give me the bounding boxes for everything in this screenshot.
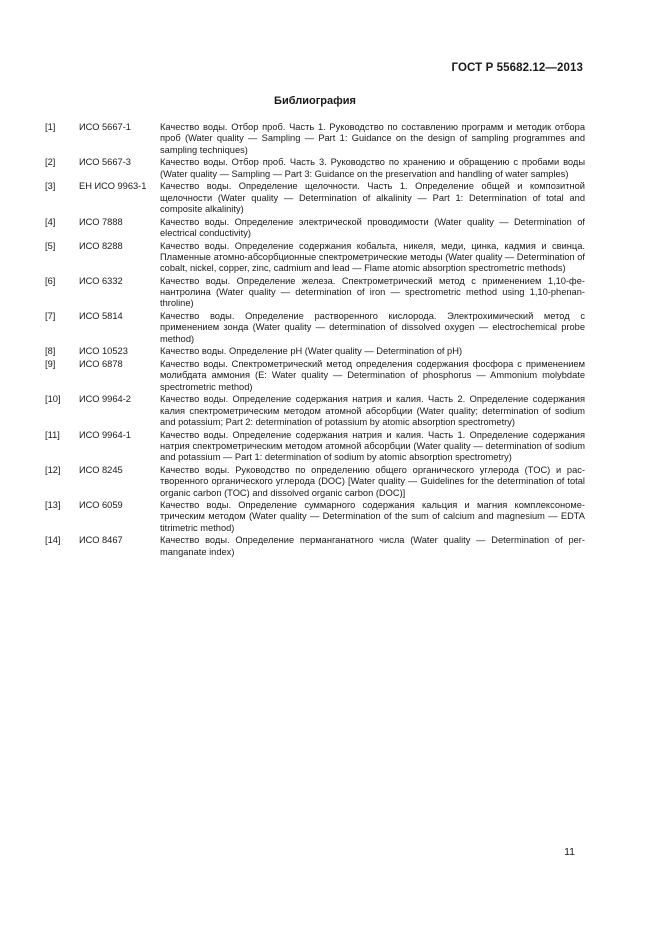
reference-number: [8] <box>45 346 56 357</box>
reference-number: [6] <box>45 275 56 286</box>
reference-number: [12] <box>45 464 61 475</box>
reference-item <box>45 122 585 156</box>
reference-standard-code: ИСО 10523 <box>79 346 128 357</box>
reference-item <box>45 181 585 215</box>
reference-item <box>45 535 585 558</box>
reference-title: Качество воды. Отбор проб. Часть 1. Руководство по составлению программ и методик отбора проб (Water quality — Sampling — Part 1: Guidance on the design of sampling programmes and sampling techniques) <box>160 122 585 155</box>
reference-item <box>45 217 585 240</box>
reference-item <box>45 311 585 345</box>
reference-standard-code: ИСО 5667-3 <box>79 157 131 168</box>
reference-item <box>45 241 585 275</box>
reference-standard-code: ИСО 7888 <box>79 216 123 227</box>
reference-title: Качество воды. Определение суммарного содержания кальция и магния комплексонометрическим методом (Water quality — Determination of the sum of calcium and magnesium — EDTA titrimetric method) <box>160 500 585 533</box>
reference-title: Качество воды. Отбор проб. Часть 3. Руководство по хранению и обращению с пробами воды (Water quality — Sampling — Part 3: Guidance on the preservation and handling of water samples) <box>160 157 585 179</box>
bibliography-title: Библиография <box>274 95 356 107</box>
reference-item <box>45 276 585 310</box>
reference-number: [13] <box>45 500 61 511</box>
reference-standard-code: ЕН ИСО 9963-1 <box>79 181 147 192</box>
reference-title: Качество воды. Определение содержания натрия и калия. Часть 2. Определение содержания калия спектрометрическим методом атомной абсорбции (Water quality; determination of sodium and potassium; Part 2: determination of potassium by atomic absorption spectrometry) <box>160 394 585 427</box>
reference-item <box>45 394 585 428</box>
reference-standard-code: ИСО 8467 <box>79 535 123 546</box>
reference-standard-code: ИСО 8245 <box>79 464 123 475</box>
reference-standard-code: ИСО 9964-1 <box>79 429 131 440</box>
reference-number: [7] <box>45 311 56 322</box>
page-number: 11 <box>564 846 575 858</box>
reference-title: Качество воды. Определение электрической проводимости (Water quality — Determination of electrical conductivity) <box>160 216 585 238</box>
reference-standard-code: ИСО 5814 <box>79 311 123 322</box>
reference-standard-code: ИСО 6878 <box>79 359 123 370</box>
reference-standard-code: ИСО 9964-2 <box>79 394 131 405</box>
reference-number: [14] <box>45 535 61 546</box>
reference-item <box>45 465 585 499</box>
reference-title: Качество воды. Определение содержания кобальта, никеля, меди, цинка, кадмия и свинца. Пламенные атомно-абсорбционные спектрометрические методы (Water quality — Determination of cobalt, nickel, copper, zinc, cadmium and lead — Flame atomic absorption spectrometric methods) <box>160 240 585 274</box>
bibliography-list <box>45 122 585 559</box>
reference-title: Качество воды. Руководство по определению общего органического углерода (TOC) и растворенного органического углерода (DOC) [Water quality — Guidelines for the determination of total organic carbon (TOC) and dissolved organic carbon (DOC)] <box>160 464 585 498</box>
reference-number: [11] <box>45 429 60 440</box>
reference-item <box>45 157 585 180</box>
reference-standard-code: ИСО 6332 <box>79 275 123 286</box>
reference-title: Качество воды. Определение щелочности. Часть 1. Определение общей и композитной щелочности (Water quality — Determination of alkalinity — Part 1: Determination of total and composite alkalinity) <box>160 181 585 214</box>
reference-number: [9] <box>45 359 56 370</box>
document-standard-header: ГОСТ Р 55682.12—2013 <box>451 62 583 74</box>
reference-item <box>45 500 585 534</box>
reference-item <box>45 430 585 464</box>
reference-title: Качество воды. Определение pH (Water quality — Determination of pH) <box>160 346 463 357</box>
reference-title: Качество воды. Определение растворенного кислорода. Электрохимический метод с применением зонда (Water quality — determination of dissolved oxygen — electrochemical probe method) <box>160 311 585 344</box>
reference-item <box>45 359 585 393</box>
reference-title: Качество воды. Определение железа. Спектрометрический метод с применением 1,10-фенантролина (Water quality — determination of iron — spectrometric method using 1,10-phenanthroline) <box>160 275 585 309</box>
reference-number: [5] <box>45 240 56 251</box>
reference-number: [1] <box>45 122 56 132</box>
reference-standard-code: ИСО 8288 <box>79 240 123 251</box>
reference-number: [4] <box>45 216 56 227</box>
reference-standard-code: ИСО 5667-1 <box>79 122 131 132</box>
reference-number: [10] <box>45 394 61 405</box>
reference-number: [3] <box>45 181 56 192</box>
reference-standard-code: ИСО 6059 <box>79 500 123 511</box>
reference-number: [2] <box>45 157 56 168</box>
reference-title: Качество воды. Определение перманганатного числа (Water quality — Determination of permanganate index) <box>160 535 585 557</box>
reference-title: Качество воды. Определение содержания натрия и калия. Часть 1. Определение содержания натрия спектрометрическим методом атомной абсорбции (Water quality — determination of sodium and potassium — Part 1: determination of sodium by atomic absorption spectrometry) <box>160 429 585 463</box>
reference-title: Качество воды. Спектрометрический метод определения содержания фосфора с применением молибдата аммония (E: Water quality — Determination of phosphorus — Ammonium molybdate spectrometric method) <box>160 359 585 392</box>
reference-item <box>45 346 585 357</box>
